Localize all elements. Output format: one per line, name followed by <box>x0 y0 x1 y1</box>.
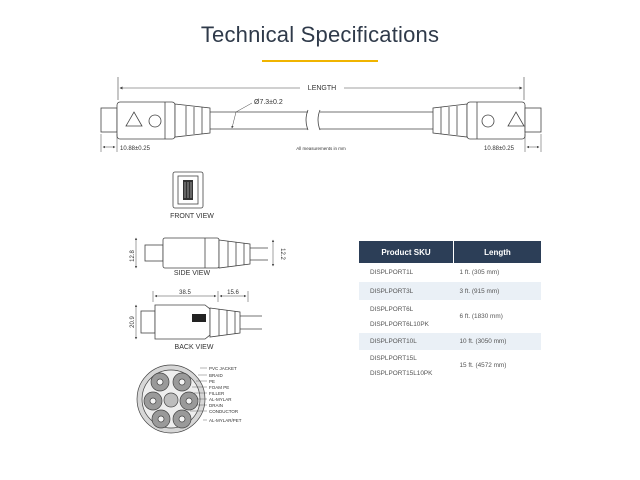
side-view-label: SIDE VIEW <box>173 270 211 277</box>
sku-cell <box>359 300 454 333</box>
cross-section-label: FILLER <box>209 391 225 396</box>
sku-line: DISPLPORT6L10PK <box>370 320 429 328</box>
side-height-right: 12.2 <box>279 248 285 260</box>
units-note: All measurements in mm <box>296 146 346 151</box>
cross-section-label: BRAID <box>209 373 223 378</box>
side-height-left: 12.8 <box>130 250 136 262</box>
spec-table <box>359 241 541 381</box>
cross-section-label: CONDUCTOR <box>209 409 239 414</box>
column-header-length: Length <box>454 241 542 263</box>
length-cell: 6 ft. (1830 mm) <box>459 313 503 320</box>
page-title: Technical Specifications <box>200 22 440 47</box>
sku-cell <box>359 350 454 381</box>
cross-section-label: DRAIN <box>209 403 224 408</box>
sku-cell: DISPLPORT10L <box>359 333 454 350</box>
sku-line: DISPLPORT15L10PK <box>370 369 433 377</box>
cross-section-label: AL-MYLAR <box>209 397 232 402</box>
left-tip-dimension: 10.88±0.25 <box>120 146 150 152</box>
cross-section-label: FOAM PE <box>209 385 230 390</box>
back-view-label: BACK VIEW <box>174 344 214 351</box>
length-cell: 10 ft. (3050 mm) <box>454 333 542 350</box>
front-view-drawing <box>173 172 203 208</box>
sku-cell: DISPLPORT1L <box>370 269 414 276</box>
back-view-drawing <box>136 291 262 339</box>
length-cell: 15 ft. (4572 mm) <box>459 362 507 369</box>
spec-table-header <box>359 241 541 263</box>
table-row <box>359 300 541 333</box>
back-dimension-1: 38.5 <box>179 290 191 296</box>
right-tip-dimension: 10.88±0.25 <box>484 146 514 152</box>
diameter-label: Ø7.3±0.2 <box>254 99 283 106</box>
table-row <box>359 263 541 282</box>
sku-line: DISPLPORT6L <box>370 305 414 313</box>
back-dimension-2: 15.6 <box>227 290 239 296</box>
front-view-label: FRONT VIEW <box>170 213 214 220</box>
cross-section-label: PE <box>209 379 216 384</box>
back-height: 20.9 <box>130 316 136 328</box>
cross-section-label: PVC JACKET <box>209 366 237 371</box>
column-header-sku: Product SKU <box>359 241 454 263</box>
table-row <box>359 282 541 300</box>
table-row <box>359 350 541 381</box>
cross-section-label: AL-MYLAR/PET <box>209 418 242 423</box>
sku-line: DISPLPORT15L <box>370 354 417 362</box>
table-row <box>359 333 541 350</box>
length-cell: 3 ft. (915 mm) <box>454 282 542 300</box>
length-label: LENGTH <box>307 85 337 92</box>
cable-cross-section <box>137 365 205 433</box>
cross-section-labels <box>209 366 242 423</box>
length-cell: 1 ft. (305 mm) <box>459 269 500 276</box>
sku-cell: DISPLPORT3L <box>359 282 454 300</box>
side-view-drawing <box>136 238 273 268</box>
